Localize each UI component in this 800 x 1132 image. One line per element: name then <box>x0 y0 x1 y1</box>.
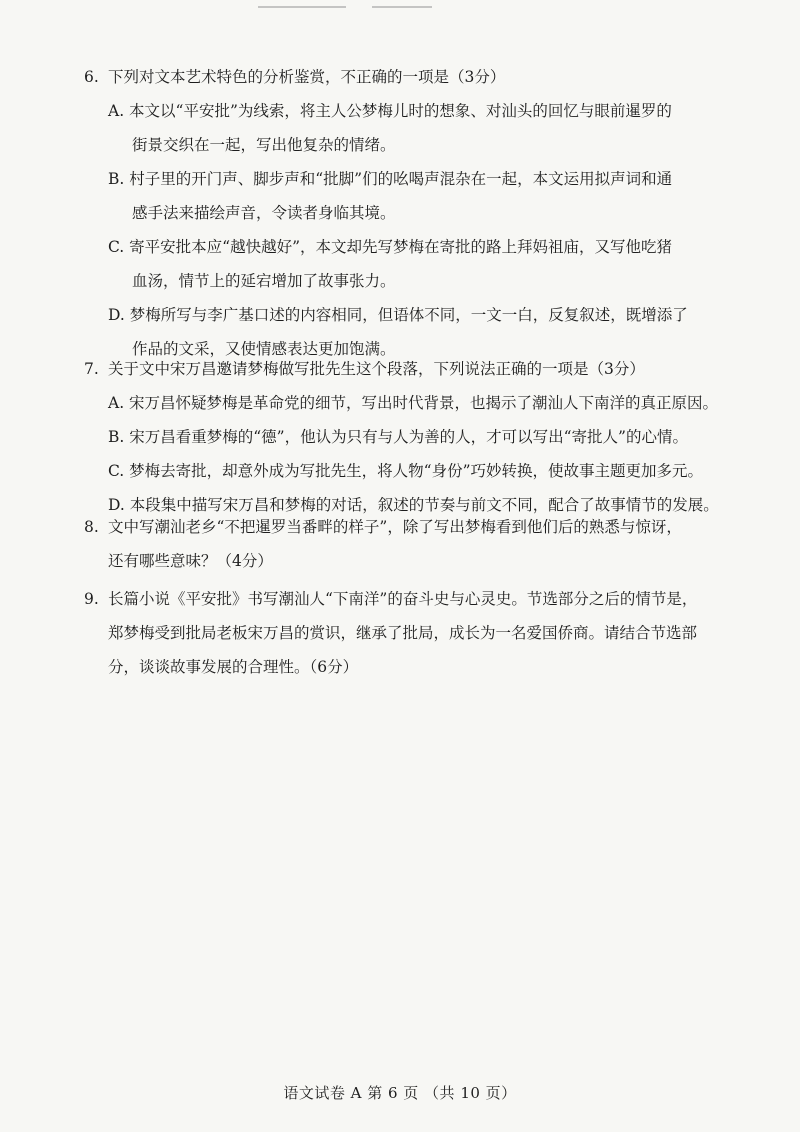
question-9 <box>84 582 724 684</box>
question-number: 8. <box>84 518 99 536</box>
option-c: C. 梦梅去寄批，却意外成为写批先生，将人物“身份”巧妙转换，使故事主题更加多元。 <box>108 462 704 480</box>
question-stem: 7. 关于文中宋万昌邀请梦梅做写批先生这个段落，下列说法正确的一项是（3分） <box>84 352 724 386</box>
option-a-continued: 街景交织在一起，写出他复杂的情绪。 <box>132 136 396 154</box>
option-d-continued: 作品的文采，又使情感表达更加饱满。 <box>132 340 396 358</box>
question-8 <box>84 510 724 578</box>
question-stem-continued: 分，谈谈故事发展的合理性。（6分） <box>108 658 359 676</box>
question-stem: 6. 下列对文本艺术特色的分析鉴赏，不正确的一项是（3分） <box>84 60 724 94</box>
option-c: C. 寄平安批本应“越快越好”，本文却先写梦梅在寄批的路上拜妈祖庙，又写他吃猪 <box>108 238 673 256</box>
question-stem-continued: 还有哪些意味？（4分） <box>108 552 273 570</box>
question-number: 6. <box>84 68 99 86</box>
scan-artifact-line <box>258 6 346 8</box>
option-a: A. 本文以“平安批”为线索，将主人公梦梅儿时的想象、对汕头的回忆与眼前暹罗的 <box>108 102 672 120</box>
question-stem: 8. 文中写潮汕老乡“不把暹罗当番畔的样子”，除了写出梦梅看到他们后的熟悉与惊讶， <box>84 510 724 544</box>
option-a: A. 宋万昌怀疑梦梅是革命党的细节，写出时代背景，也揭示了潮汕人下南洋的真正原因。 <box>108 394 719 412</box>
option-b: B. 村子里的开门声、脚步声和“批脚”们的吆喝声混杂在一起，本文运用拟声词和通 <box>108 170 673 188</box>
question-6 <box>84 60 724 366</box>
option-d: D. 本段集中描写宋万昌和梦梅的对话，叙述的节奏与前文不同，配合了故事情节的发展。 <box>108 496 719 514</box>
option-b: B. 宋万昌看重梦梅的“德”，他认为只有与人为善的人，才可以写出“寄批人”的心情。 <box>108 428 688 446</box>
question-number: 7. <box>84 360 99 378</box>
page-footer: 语文试卷 A 第 6 页 （共 10 页） <box>283 1084 517 1102</box>
question-stem-continued: 郑梦梅受到批局老板宋万昌的赏识，继承了批局，成长为一名爱国侨商。请结合节选部 <box>108 624 698 642</box>
scan-artifact-line <box>372 6 432 8</box>
question-number: 9. <box>84 590 99 608</box>
option-b-continued: 感手法来描绘声音，令读者身临其境。 <box>132 204 396 222</box>
option-c-continued: 血汤，情节上的延宕增加了故事张力。 <box>132 272 396 290</box>
question-stem: 9. 长篇小说《平安批》书写潮汕人“下南洋”的奋斗史与心灵史。节选部分之后的情节是， <box>84 582 724 616</box>
question-7 <box>84 352 724 522</box>
option-d: D. 梦梅所写与李广基口述的内容相同，但语体不同，一文一白，反复叙述，既增添了 <box>108 306 688 324</box>
